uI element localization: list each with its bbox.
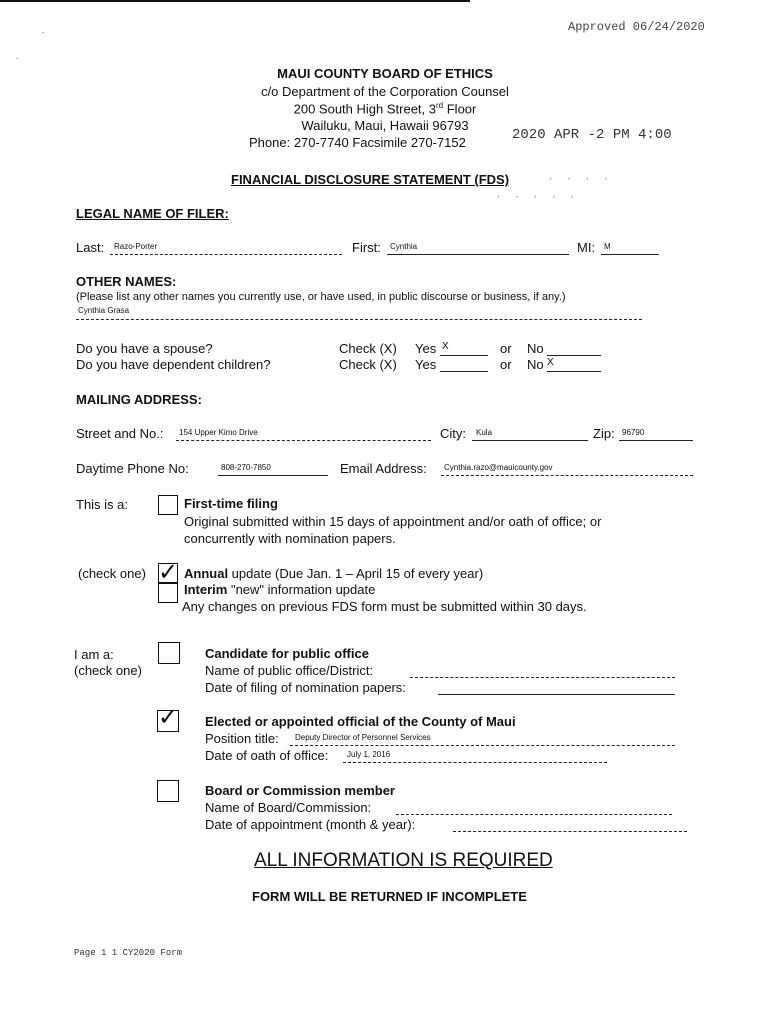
mi-value[interactable]: M [604,242,611,251]
street-label: Street and No.: [76,426,164,441]
last-name-value[interactable]: Razo-Porter [114,242,158,251]
children-yes-label: Yes [415,357,437,372]
approved-date: Approved 06/24/2020 [568,20,705,34]
i-am-label: I am a: [74,647,114,662]
spouse-yes-label: Yes [415,341,437,356]
children-check-label: Check (X) [339,357,397,372]
street-line [176,440,431,441]
returned-notice: FORM WILL BE RETURNED IF INCOMPLETE [252,889,527,904]
board-title: Board or Commission member [205,783,395,798]
faint-stamp-2: · · · · · [495,190,578,204]
email-value[interactable]: Cynthia.razo@mauicounty.gov [444,463,553,472]
position-value[interactable]: Deputy Director of Personnel Services [295,733,431,742]
board-checkbox[interactable] [157,780,179,802]
last-name-label: Last: [76,240,105,255]
spouse-no-line[interactable] [547,355,601,356]
street-value[interactable]: 154 Upper Kimo Drive [179,428,258,437]
other-names-instruction: (Please list any other names you currently use, or have used, in public discourse or business, if any.) [76,291,566,303]
interim-note: Any changes on previous FDS form must be submitted within 30 days. [182,599,587,614]
spouse-no-label: No [527,341,544,356]
role-check-one: (check one) [74,663,142,678]
form-title: FINANCIAL DISCLOSURE STATEMENT (FDS) [231,172,510,187]
last-name-line [110,254,342,255]
this-is-label: This is a: [76,497,129,512]
zip-value[interactable]: 96790 [622,428,645,437]
board-date-line[interactable] [453,831,687,832]
mailing-heading: MAILING ADDRESS: [76,392,202,407]
annual-check-icon: ✓ [158,559,179,586]
official-title: Elected or appointed official of the County of Maui [205,714,516,729]
board-title: MAUI COUNTY BOARD OF ETHICS [277,66,493,81]
position-line [290,745,675,746]
scan-mark: . [42,26,45,35]
spouse-or: or [500,341,512,356]
top-rule [0,0,470,2]
spouse-question: Do you have a spouse? [76,341,213,356]
first-name-label: First: [352,240,381,255]
required-notice: ALL INFORMATION IS REQUIRED [254,850,553,871]
email-line [441,475,693,476]
official-check-icon: ✓ [158,704,179,731]
interim-checkbox[interactable] [158,583,178,603]
first-time-desc-1: Original submitted within 15 days of appointment and/or oath of office; or [184,514,602,529]
annual-line: Annual update (Due Jan. 1 – April 15 of every year) [184,566,484,581]
candidate-office-line[interactable] [410,677,675,678]
email-label: Email Address: [340,461,427,476]
candidate-date-label: Date of filing of nomination papers: [205,680,406,695]
board-name-line[interactable] [396,814,672,815]
address-line: 200 South High Street, 3rd Floor [293,101,477,117]
legal-name-heading: LEGAL NAME OF FILER: [76,206,229,221]
board-name-label: Name of Board/Commission: [205,800,372,815]
children-yes-line[interactable] [440,371,488,372]
candidate-checkbox[interactable] [158,642,180,664]
page-footer: Page 1 1 CY2020 Form [74,948,183,958]
mi-line [601,254,659,255]
other-names-value[interactable]: Cynthia Grasa [78,306,130,315]
children-question: Do you have dependent children? [76,357,271,372]
other-names-line [76,319,642,320]
spouse-yes-line[interactable] [440,355,488,356]
faint-stamp: · · · · [547,172,612,186]
children-or: or [500,357,512,372]
zip-label: Zip: [593,426,615,441]
received-stamp: 2020 APR -2 PM 4:00 [512,127,672,143]
phone-line [218,475,328,476]
first-name-line [387,254,569,255]
interim-line: Interim "new" information update [184,582,376,597]
phone-line: Phone: 270-7740 Facsimile 270-7152 [249,135,466,150]
city-label: City: [440,426,466,441]
oath-line [343,762,607,763]
children-no-label: No [527,357,544,372]
board-date-label: Date of appointment (month & year): [205,817,416,832]
department-line: c/o Department of the Corporation Counsel [261,84,509,99]
city-value[interactable]: Kula [476,428,493,437]
position-label: Position title: [205,731,279,746]
city-line [472,440,588,441]
oath-label: Date of oath of office: [205,748,329,763]
phone-value[interactable]: 808-270-7850 [221,463,271,472]
candidate-date-line[interactable] [438,694,675,695]
check-one-label: (check one) [78,566,146,581]
oath-value[interactable]: July 1, 2016 [347,750,391,759]
candidate-title: Candidate for public office [205,646,369,661]
spouse-yes-mark: X [442,341,449,352]
scan-mark-2: . [16,52,19,61]
zip-line [619,440,693,441]
first-time-title: First-time filing [184,496,278,511]
spouse-check-label: Check (X) [339,341,397,356]
children-no-line[interactable] [547,371,601,372]
first-time-desc-2: concurrently with nomination papers. [184,531,396,546]
first-name-value[interactable]: Cynthia [390,242,418,251]
city-line: Wailuku, Maui, Hawaii 96793 [301,118,469,133]
children-no-mark: X [547,357,554,368]
phone-label: Daytime Phone No: [76,461,189,476]
first-time-checkbox[interactable] [158,495,178,515]
other-names-heading: OTHER NAMES: [76,274,177,289]
candidate-office-label: Name of public office/District: [205,663,374,678]
mi-label: MI: [577,240,596,255]
